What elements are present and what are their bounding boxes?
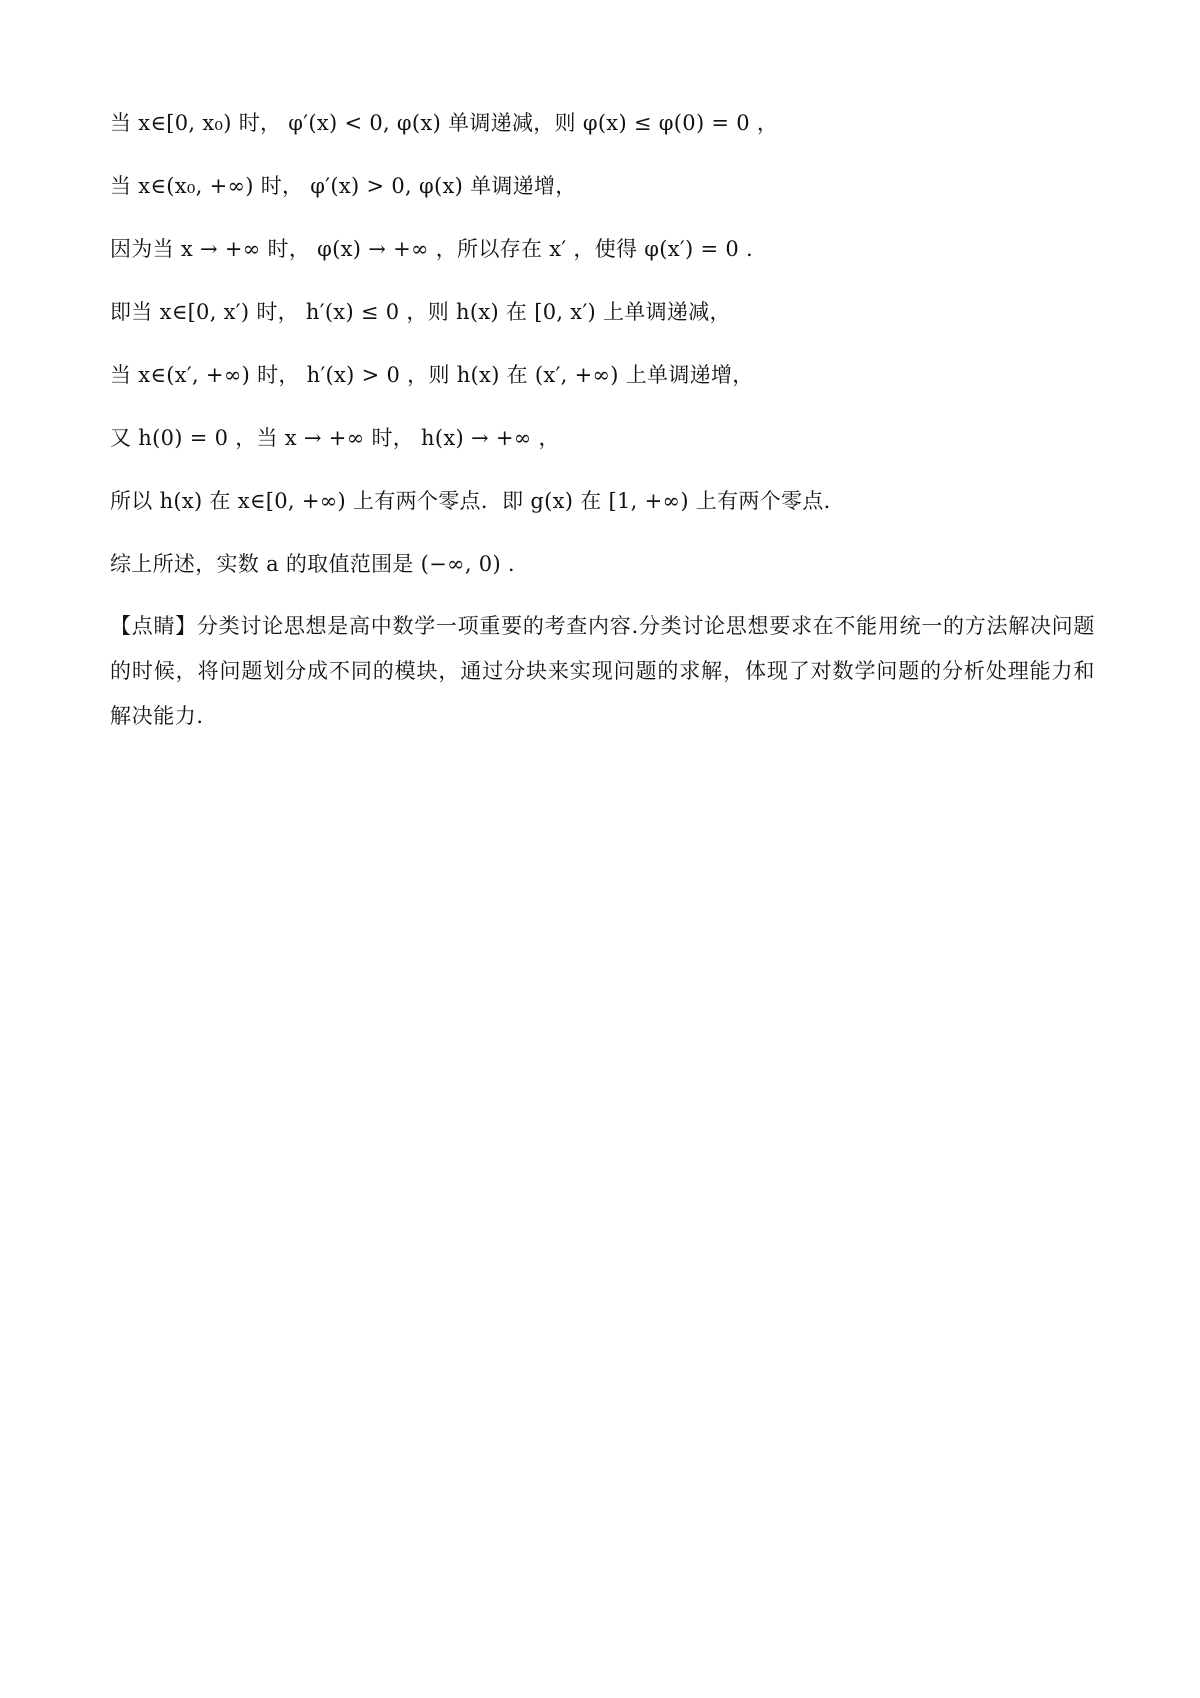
comment-paragraph — [110, 604, 1095, 739]
solution-line-4: 即当 x∈[0, x′) 时， h′(x) ≤ 0 ，则 h(x) 在 [0, x′) 上单调递减， — [110, 300, 731, 324]
solution-line-5: 当 x∈(x′, +∞) 时， h′(x) > 0 ，则 h(x) 在 (x′, +∞) 上单调递增， — [110, 363, 754, 387]
solution-line-6: 又 h(0) = 0 ，当 x → +∞ 时， h(x) → +∞ ， — [110, 426, 560, 450]
solution-line-3: 因为当 x → +∞ 时， φ(x) → +∞ ，所以存在 x′ ，使得 φ(x′) = 0 . — [110, 237, 753, 261]
solution-line-7: 所以 h(x) 在 x∈[0, +∞) 上有两个零点．即 g(x) 在 [1, +∞) 上有两个零点． — [110, 489, 845, 513]
solution-conclusion: 综上所述，实数 a 的取值范围是 (−∞, 0) . — [110, 552, 515, 576]
solution-line-1: 当 x∈[0, x₀) 时， φ′(x) < 0, φ(x) 单调递减，则 φ(x) ≤ φ(0) = 0 ， — [110, 111, 779, 135]
solution-line-2: 当 x∈(x₀, +∞) 时， φ′(x) > 0, φ(x) 单调递增， — [110, 174, 577, 198]
comment-title: 【点睛】 — [110, 614, 197, 638]
comment-body: 分类讨论思想是高中数学一项重要的考查内容.分类讨论思想要求在不能用统一的方法解决问题的时候，将问题划分成不同的模块，通过分块来实现问题的求解，体现了对数学问题的分析处理能力和解决能力. — [110, 614, 1096, 728]
